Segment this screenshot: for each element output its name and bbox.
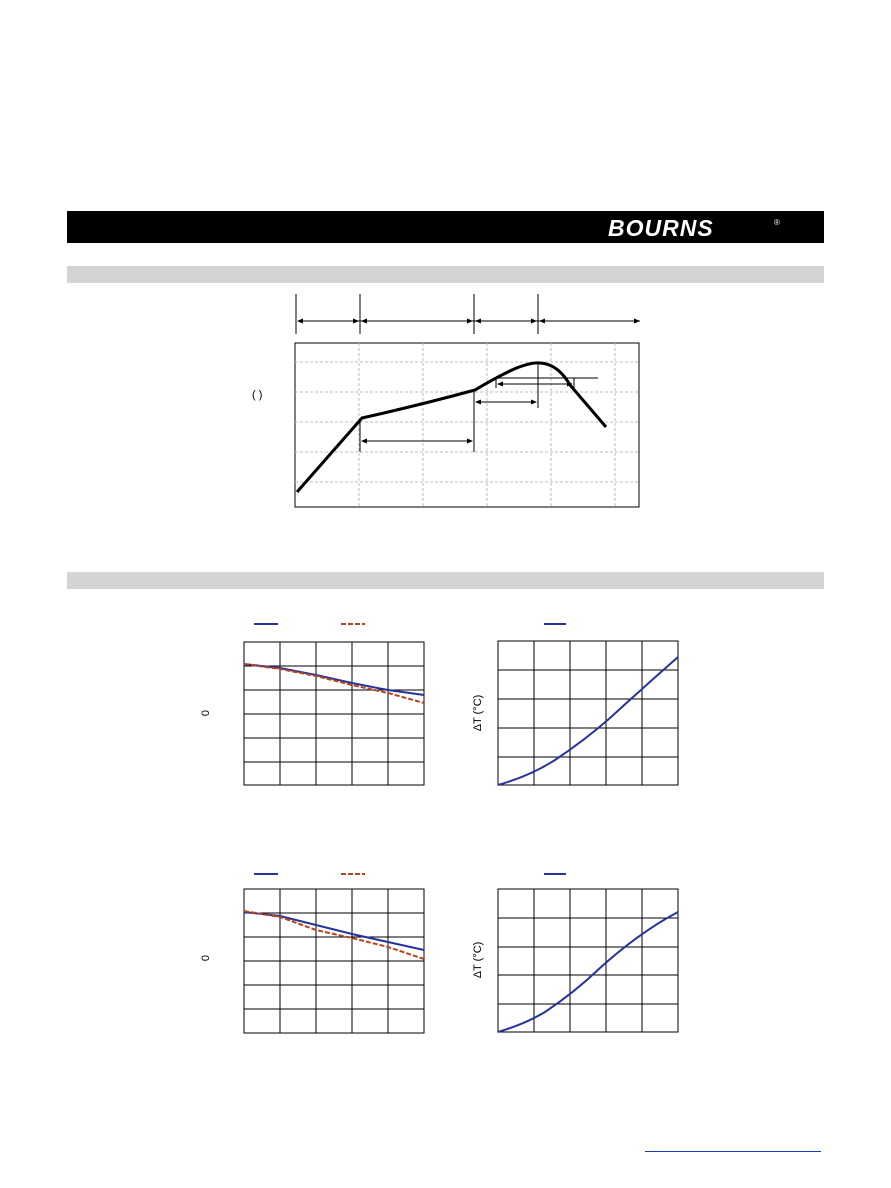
chart-4-grid [498,889,678,1032]
chart-4 [455,862,695,1042]
chart-4-frame [498,889,678,1032]
registered-mark: ® [774,218,780,227]
zone-markers [296,294,640,334]
chart-4-series-1 [498,912,678,1032]
section-bar-performance-curves [67,572,824,589]
chart-1-series-2 [244,664,424,703]
reflow-profile-diagram [240,290,660,515]
chart-3 [195,862,435,1042]
header-bar [67,211,824,243]
chart-1 [195,612,435,792]
brand-text: BOURNS [608,215,714,239]
profile-y-axis-label: ( ) [252,389,263,401]
chart-2-grid [498,641,678,785]
chart-3-series-1 [244,912,424,950]
chart-2 [455,612,695,792]
chart-2-series-1 [498,657,678,785]
chart-1-y-label: 0 [200,709,212,717]
chart-2-y-label: ΔT (°C) [472,694,484,732]
chart-3-y-label: 0 [200,954,212,962]
bourns-logo [606,215,786,239]
chart-1-grid [244,642,424,785]
chart-3-series-2 [244,911,424,959]
chart-2-frame [498,641,678,785]
chart-4-y-label: ΔT (°C) [472,941,484,979]
chart-3-grid [244,889,424,1033]
section-bar-reflow-profile [67,266,824,283]
footer-link[interactable] [645,1151,821,1152]
